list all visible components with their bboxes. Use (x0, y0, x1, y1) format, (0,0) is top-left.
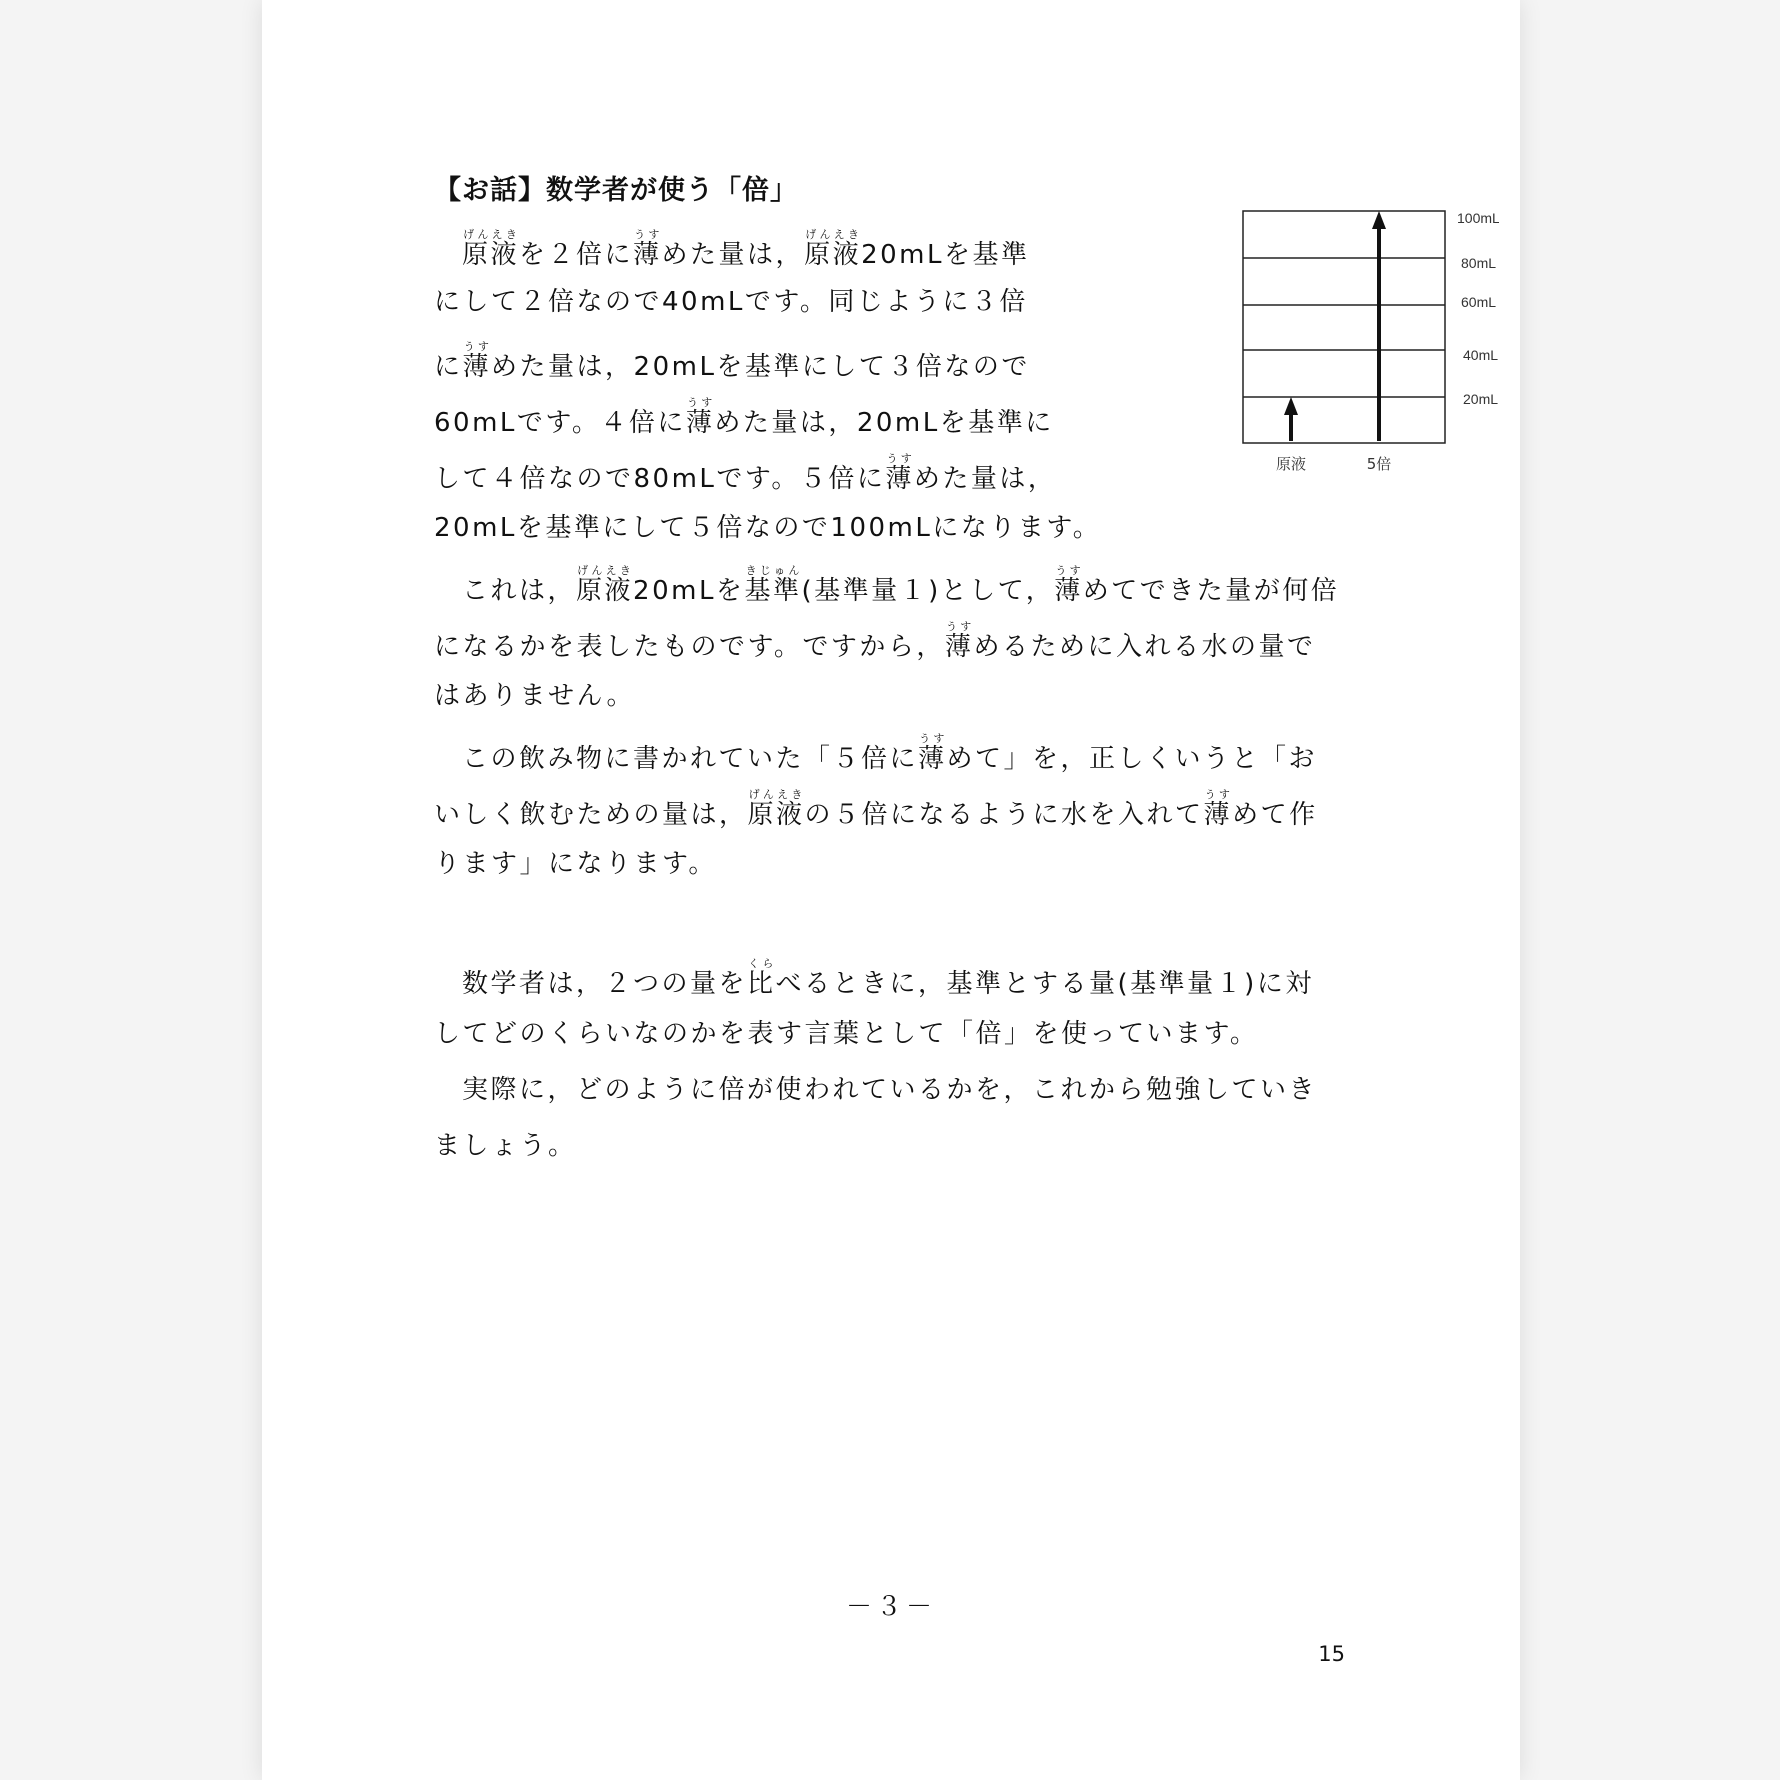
ruby-usu: 薄うす (633, 228, 662, 270)
section-title: 【お話】数学者が使う「倍」 (434, 175, 798, 206)
ruby-usu: 薄うす (685, 396, 715, 438)
ruby-kura: 比くら (747, 957, 776, 999)
page-number: －３－ (845, 1592, 936, 1622)
text-line-13: 数学者は，２つの量を比くらべるときに，基準とする量(基準量１)に対 (462, 957, 1314, 999)
ruby-usu: 薄うす (1203, 788, 1233, 830)
diagram-frame (1243, 211, 1445, 443)
scale-label-100: 100mL (1457, 210, 1499, 226)
ruby-usu: 薄うす (462, 340, 492, 382)
text-line-15: 実際に，どのように倍が使われているかを，これから勉強していき (462, 1075, 1318, 1105)
ruby-genneki: 原液げんえき (804, 228, 862, 270)
scale-label-80: 80mL (1461, 255, 1497, 271)
text-line-9: はありません。 (434, 681, 636, 711)
ruby-usu: 薄うす (918, 732, 947, 774)
scale-label-40: 40mL (1463, 347, 1499, 363)
bar-label-stock: 原液 (1275, 455, 1307, 473)
document-page (262, 0, 1520, 1780)
dilution-diagram-svg (1239, 205, 1499, 475)
ruby-genneki: 原液げんえき (462, 228, 520, 270)
text-line-3: に薄うすめた量は，20mLを基準にして３倍なので (434, 340, 1030, 382)
text-line-14: してどのくらいなのかを表す言葉として「倍」を使っています。 (434, 1019, 1259, 1049)
text-line-4: 60mLです。４倍に薄うすめた量は，20mLを基準に (434, 396, 1054, 438)
text-line-1: 原液げんえきを２倍に薄うすめた量は，原液げんえき20mLを基準 (462, 228, 1030, 270)
ruby-genneki: 原液げんえき (747, 788, 805, 830)
text-line-7: これは，原液げんえき20mLを基準きじゅん(基準量１)として，薄うすめてできた量が何倍 (462, 564, 1340, 606)
text-line-10: この飲み物に書かれていた「５倍に薄うすめて」を，正しくいうと「お (462, 732, 1318, 774)
text-line-8: になるかを表したものです。ですから，薄うすめるために入れる水の量で (434, 620, 1316, 662)
ruby-kijun: 基準きじゅん (744, 564, 802, 606)
sheet-number: 15 (1318, 1642, 1345, 1666)
ruby-usu: 薄うす (885, 452, 914, 494)
text-line-2: にして２倍なので40mLです。同じように３倍 (434, 287, 1028, 317)
ruby-usu: 薄うす (944, 620, 974, 662)
ruby-genneki: 原液げんえき (576, 564, 634, 606)
bar-label-five-times: 5倍 (1366, 455, 1392, 473)
dilution-diagram (1239, 205, 1499, 475)
text-line-16: ましょう。 (434, 1131, 577, 1161)
five-times-arrow-head (1372, 211, 1386, 229)
text-line-12: ります」になります。 (434, 849, 717, 879)
ruby-usu: 薄うす (1054, 564, 1083, 606)
scale-label-60: 60mL (1461, 294, 1497, 310)
scale-label-20: 20mL (1463, 391, 1499, 407)
text-line-5: して４倍なので80mLです。５倍に薄うすめた量は， (434, 452, 1057, 494)
text-line-11: いしく飲むための量は，原液げんえきの５倍になるように水を入れて薄うすめて作 (434, 788, 1318, 830)
stock-arrow-head (1284, 397, 1298, 415)
text-line-6: 20mLを基準にして５倍なので100mLになります。 (434, 513, 1102, 543)
